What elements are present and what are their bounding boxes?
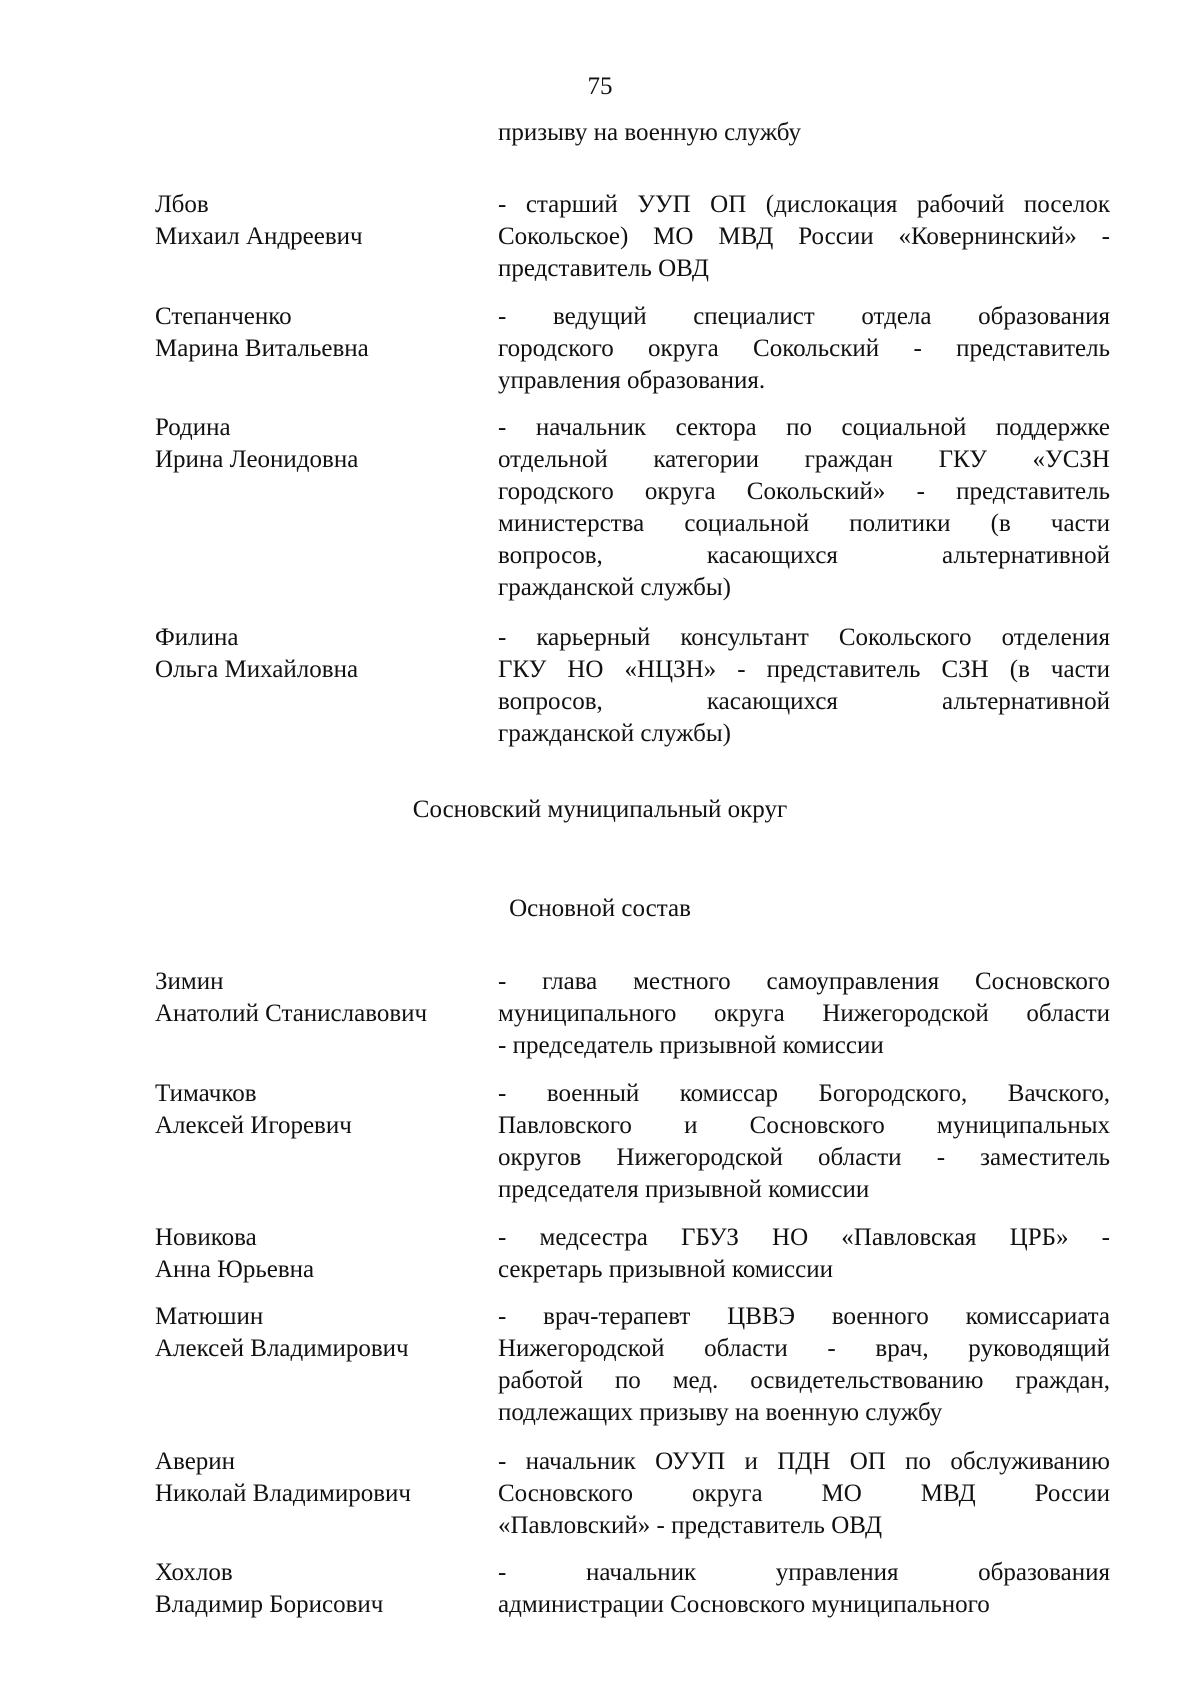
member-given-names: Алексей Игоревич xyxy=(155,1112,352,1139)
member-role xyxy=(498,966,1110,1062)
role-line: - начальник управления образования xyxy=(498,1559,1110,1586)
role-line: администрации Сосновского муниципального xyxy=(498,1591,990,1618)
role-line: - военный комиссар Богородского, Вачского, xyxy=(498,1080,1110,1107)
role-line: управления образования. xyxy=(498,367,766,394)
role-line: гражданской службы) xyxy=(498,574,731,601)
role-line: министерства социальной политики (в части xyxy=(498,510,1110,537)
member-role xyxy=(498,1301,1110,1429)
member-given-names: Марина Витальевна xyxy=(155,335,369,362)
member-given-names: Владимир Борисович xyxy=(155,1591,384,1618)
member-role xyxy=(498,1078,1110,1206)
member-given-names: Ольга Михайловна xyxy=(155,656,359,683)
section-title: Сосновский муниципальный округ xyxy=(412,796,788,823)
member-role xyxy=(498,622,1110,750)
role-line: городского округа Сокольский» - представитель xyxy=(498,478,1110,505)
member-name xyxy=(155,189,485,253)
member-surname: Аверин xyxy=(155,1448,236,1475)
member-surname: Новикова xyxy=(155,1224,257,1251)
member-name xyxy=(155,966,485,1030)
member-name xyxy=(155,1446,485,1510)
page-number: 75 xyxy=(587,73,613,100)
member-name xyxy=(155,1222,485,1286)
role-line: - карьерный консультант Сокольского отделения xyxy=(498,624,1110,651)
member-given-names: Анатолий Станиславович xyxy=(155,1000,428,1027)
member-given-names: Анна Юрьевна xyxy=(155,1256,315,1283)
member-surname: Степанченко xyxy=(155,303,292,330)
member-surname: Хохлов xyxy=(155,1559,233,1586)
role-line: - начальник сектора по социальной поддержке xyxy=(498,414,1110,441)
member-name xyxy=(155,1557,485,1621)
role-line: ГКУ НО «НЦЗН» - представитель СЗН (в части xyxy=(498,656,1110,683)
role-line: вопросов, касающихся альтернативной xyxy=(498,688,1110,715)
role-line: работой по мед. освидетельствованию граждан, xyxy=(498,1367,1110,1394)
subsection-title: Основной состав xyxy=(509,895,691,922)
role-line: округов Нижегородской области - заместитель xyxy=(498,1144,1110,1171)
role-line: отдельной категории граждан ГКУ «УСЗН xyxy=(498,446,1110,473)
member-name xyxy=(155,1078,485,1142)
role-line: Нижегородской области - врач, руководящий xyxy=(498,1335,1110,1362)
member-name xyxy=(155,301,485,365)
role-line: гражданской службы) xyxy=(498,720,731,747)
member-role xyxy=(498,1446,1110,1542)
member-role xyxy=(498,189,1110,285)
role-line: - начальник ОУУП и ПДН ОП по обслуживанию xyxy=(498,1448,1110,1475)
role-line: - врач-терапевт ЦВВЭ военного комиссариата xyxy=(498,1303,1110,1330)
role-line: председателя призывной комиссии xyxy=(498,1176,870,1203)
member-given-names: Михаил Андреевич xyxy=(155,223,363,250)
member-name xyxy=(155,1301,485,1365)
role-line: - глава местного самоуправления Сосновского xyxy=(498,968,1110,995)
role-line: вопросов, касающихся альтернативной xyxy=(498,542,1110,569)
member-surname: Тимачков xyxy=(155,1080,257,1107)
member-surname: Матюшин xyxy=(155,1303,264,1330)
member-name xyxy=(155,412,485,476)
member-surname: Родина xyxy=(155,414,231,441)
role-line: Сокольское) МО МВД России «Ковернинский» - xyxy=(498,223,1110,250)
member-name xyxy=(155,622,485,686)
member-role xyxy=(498,1557,1110,1621)
member-given-names: Николай Владимирович xyxy=(155,1480,411,1507)
role-line: Павловского и Сосновского муниципальных xyxy=(498,1112,1110,1139)
role-line: Сосновского округа МО МВД России xyxy=(498,1480,1110,1507)
role-line: городского округа Сокольский - представитель xyxy=(498,335,1110,362)
role-line: подлежащих призыву на военную службу xyxy=(498,1399,943,1426)
member-given-names: Алексей Владимирович xyxy=(155,1335,409,1362)
role-line: секретарь призывной комиссии xyxy=(498,1256,834,1283)
member-role xyxy=(498,301,1110,397)
role-line: - медсестра ГБУЗ НО «Павловская ЦРБ» - xyxy=(498,1224,1110,1251)
member-given-names: Ирина Леонидовна xyxy=(155,446,359,473)
member-surname: Филина xyxy=(155,624,239,651)
role-line: - ведущий специалист отдела образования xyxy=(498,303,1110,330)
member-role xyxy=(498,1222,1110,1286)
continuation-line: призыву на военную службу xyxy=(498,119,802,146)
member-surname: Зимин xyxy=(155,968,224,995)
role-line: - председатель призывной комиссии xyxy=(498,1032,884,1059)
role-line: представитель ОВД xyxy=(498,255,709,282)
member-surname: Лбов xyxy=(155,191,209,218)
role-line: - старший УУП ОП (дислокация рабочий поселок xyxy=(498,191,1110,218)
role-line: муниципального округа Нижегородской области xyxy=(498,1000,1110,1027)
member-role xyxy=(498,412,1110,604)
role-line: «Павловский» - представитель ОВД xyxy=(498,1512,883,1539)
